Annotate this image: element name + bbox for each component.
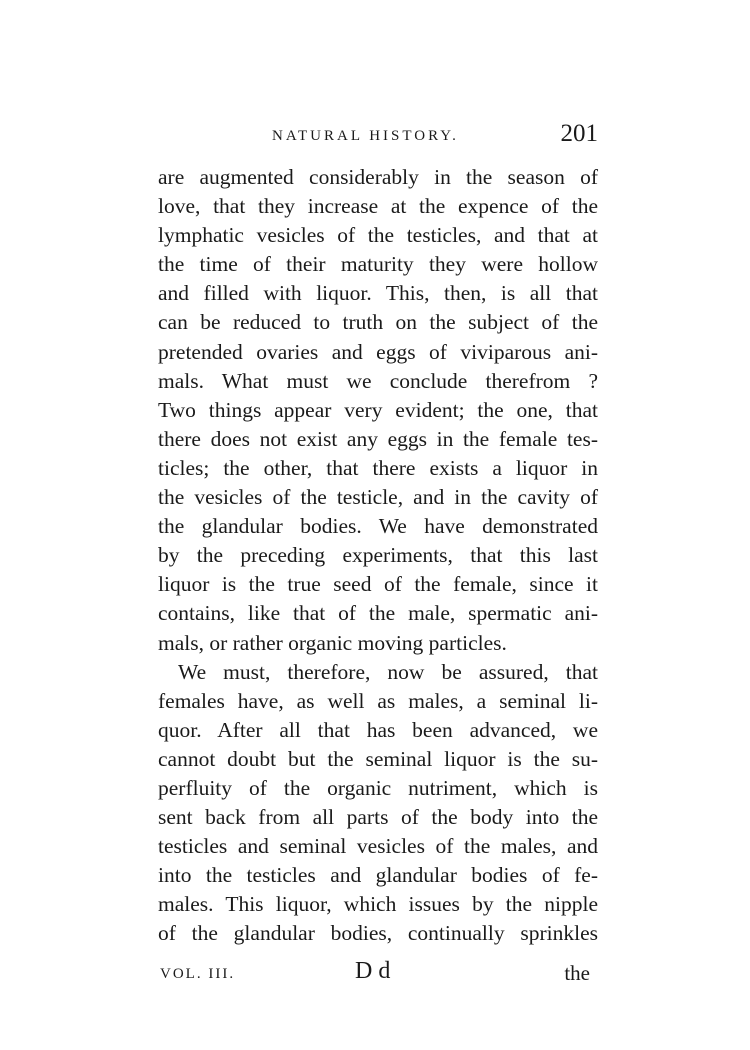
text-line: sent back from all parts of the body into the: [158, 805, 598, 830]
text-line: quor. After all that has been advanced, we: [158, 717, 598, 742]
text-line: the glandular bodies. We have demonstrated: [158, 514, 598, 539]
text-line: mals, or rather organic moving particles.: [158, 630, 507, 655]
text-line: females have, as well as males, a seminal li-: [158, 688, 598, 713]
text-line: perfluity of the organic nutriment, which is: [158, 775, 598, 800]
text-line: of the glandular bodies, continually sprinkles: [158, 921, 598, 946]
signature-mark: D d: [355, 958, 391, 984]
text-line: mals. What must we conclude therefrom ?: [158, 368, 598, 393]
text-line: and filled with liquor. This, then, is all that: [158, 281, 598, 306]
text-line: testicles and seminal vesicles of the males, and: [158, 834, 598, 859]
text-line: males. This liquor, which issues by the nipple: [158, 892, 598, 917]
page-number: 201: [560, 120, 598, 147]
body-text: [158, 163, 598, 949]
text-line: the vesicles of the testicle, and in the cavity of: [158, 485, 598, 510]
running-head: [160, 118, 598, 154]
text-line: are augmented considerably in the season of: [158, 165, 598, 189]
text-line: Two things appear very evident; the one, that: [158, 397, 598, 422]
running-title: NATURAL HISTORY.: [272, 128, 459, 144]
text-line: ticles; the other, that there exists a liquor in: [158, 455, 598, 480]
volume-label: VOL. III.: [160, 966, 236, 982]
text-line: liquor is the true seed of the female, since it: [158, 572, 598, 597]
page-footer: [160, 958, 598, 992]
text-line: by the preceding experiments, that this last: [158, 543, 598, 568]
text-line: pretended ovaries and eggs of viviparous ani-: [158, 339, 598, 364]
text-line: contains, like that of the male, spermatic ani-: [158, 601, 598, 626]
catchword: the: [564, 961, 590, 985]
text-line: into the testicles and glandular bodies of fe-: [158, 863, 598, 888]
text-line: love, that they increase at the expence of the: [158, 194, 598, 219]
text-line: the time of their maturity they were hollow: [158, 252, 598, 277]
text-line: there does not exist any eggs in the female tes-: [158, 426, 598, 451]
text-line: We must, therefore, now be assured, that: [178, 659, 598, 684]
text-line: lymphatic vesicles of the testicles, and that at: [158, 223, 598, 248]
text-line: cannot doubt but the seminal liquor is the su-: [158, 746, 598, 771]
text-line: can be reduced to truth on the subject of the: [158, 310, 598, 335]
